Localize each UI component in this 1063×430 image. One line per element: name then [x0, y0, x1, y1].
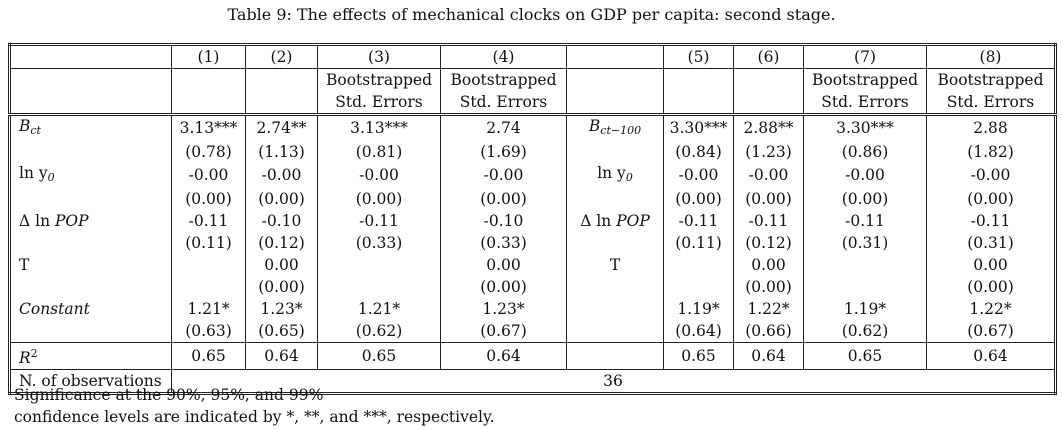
cell: (0.00): [246, 188, 318, 210]
label-r2: $R^2$: [10, 343, 172, 370]
cell: (0.33): [318, 232, 441, 254]
col4-stderr-label: Std. Errors: [441, 91, 567, 115]
row-t-se: [10, 276, 1056, 298]
cell: 1.19*: [804, 298, 927, 320]
row-r2: [10, 343, 1056, 370]
cell: 0.64: [246, 343, 318, 370]
col3-bootstrap-label: Bootstrapped: [318, 69, 441, 92]
cell: (0.81): [318, 141, 441, 163]
header-empty-mid: [567, 45, 664, 69]
cell: 2.74: [441, 115, 567, 142]
label-lny-mid: $\ln y_0$: [567, 163, 664, 188]
cell: (1.23): [734, 141, 804, 163]
cell: 1.22*: [734, 298, 804, 320]
label-constant: Constant: [10, 298, 172, 320]
label-dlnpop: Δ ln POP: [10, 210, 172, 232]
cell: -0.10: [246, 210, 318, 232]
cell: (0.00): [246, 276, 318, 298]
cell: 0.64: [734, 343, 804, 370]
col-header-2: (2): [246, 45, 318, 69]
row-b-se: [10, 141, 1056, 163]
cell: -0.11: [927, 210, 1056, 232]
cell: 1.22*: [927, 298, 1056, 320]
cell: (0.00): [318, 188, 441, 210]
cell: (0.65): [246, 320, 318, 343]
cell: (0.00): [927, 276, 1056, 298]
cell: (0.67): [927, 320, 1056, 343]
row-const-se: [10, 320, 1056, 343]
cell: (0.00): [172, 188, 246, 210]
col4-bootstrap-label: Bootstrapped: [441, 69, 567, 92]
cell: (0.33): [441, 232, 567, 254]
cell: (0.12): [246, 232, 318, 254]
col3-stderr-label: Std. Errors: [318, 91, 441, 115]
cell: -0.11: [318, 210, 441, 232]
cell: (0.00): [664, 188, 734, 210]
cell: [664, 276, 734, 298]
cell: 0.65: [804, 343, 927, 370]
col-header-3: (3): [318, 45, 441, 69]
cell: -0.11: [734, 210, 804, 232]
cell: (1.69): [441, 141, 567, 163]
cell: -0.00: [318, 163, 441, 188]
cell: [318, 276, 441, 298]
cell: 1.23*: [246, 298, 318, 320]
row-lny-coef: [10, 163, 1056, 188]
cell: (0.00): [441, 188, 567, 210]
header-row-stderr: [10, 91, 1056, 115]
cell: (0.00): [804, 188, 927, 210]
cell: (0.00): [441, 276, 567, 298]
col8-bootstrap-label: Bootstrapped: [927, 69, 1056, 92]
cell: -0.00: [664, 163, 734, 188]
col7-bootstrap-label: Bootstrapped: [804, 69, 927, 92]
header-empty: [10, 45, 172, 69]
cell: (1.13): [246, 141, 318, 163]
cell: 0.64: [441, 343, 567, 370]
cell: (0.12): [734, 232, 804, 254]
cell: 0.64: [927, 343, 1056, 370]
cell: (0.00): [927, 188, 1056, 210]
cell: [172, 254, 246, 276]
cell: 0.00: [734, 254, 804, 276]
row-lny-se: [10, 188, 1056, 210]
cell: 3.30***: [664, 115, 734, 142]
table-caption: Table 9: The effects of mechanical clocks on GDP per capita: second stage.: [227, 5, 836, 24]
label-b-lag: $B_{ct-100}$: [567, 115, 664, 142]
label-t: T: [10, 254, 172, 276]
note-line-1: Significance at the 90%, 95%, and 99%: [14, 386, 324, 404]
cell: -0.00: [804, 163, 927, 188]
col-header-5: (5): [664, 45, 734, 69]
row-pop-coef: [10, 210, 1056, 232]
regression-table: [8, 43, 1057, 395]
cell: (0.11): [664, 232, 734, 254]
cell: -0.00: [734, 163, 804, 188]
cell: (0.84): [664, 141, 734, 163]
cell: [804, 276, 927, 298]
label-nobs: N. of observations: [10, 370, 172, 394]
cell: (0.66): [734, 320, 804, 343]
col8-stderr-label: Std. Errors: [927, 91, 1056, 115]
label-b: $B_{ct}$: [10, 115, 172, 142]
cell: [804, 254, 927, 276]
cell: 1.19*: [664, 298, 734, 320]
cell: (1.82): [927, 141, 1056, 163]
row-const-coef: [10, 298, 1056, 320]
cell: -0.10: [441, 210, 567, 232]
row-pop-se: [10, 232, 1056, 254]
cell: 3.13***: [318, 115, 441, 142]
cell: [172, 276, 246, 298]
cell: -0.11: [804, 210, 927, 232]
col-header-8: (8): [927, 45, 1056, 69]
cell: 2.88: [927, 115, 1056, 142]
cell: 1.23*: [441, 298, 567, 320]
cell: (0.78): [172, 141, 246, 163]
cell: (0.00): [734, 188, 804, 210]
label-lny: $\ln y_0$: [10, 163, 172, 188]
cell: (0.86): [804, 141, 927, 163]
cell: -0.00: [927, 163, 1056, 188]
cell: 2.74**: [246, 115, 318, 142]
cell: 0.00: [246, 254, 318, 276]
cell: 0.65: [318, 343, 441, 370]
cell: -0.00: [246, 163, 318, 188]
cell: 0.65: [664, 343, 734, 370]
row-t-coef: [10, 254, 1056, 276]
header-row-bootstrap: [10, 69, 1056, 92]
cell: 3.30***: [804, 115, 927, 142]
cell: (0.64): [664, 320, 734, 343]
cell: (0.62): [804, 320, 927, 343]
cell: (0.31): [804, 232, 927, 254]
cell: (0.00): [734, 276, 804, 298]
col-header-1: (1): [172, 45, 246, 69]
cell: (0.31): [927, 232, 1056, 254]
label-t-mid: T: [567, 254, 664, 276]
cell: -0.11: [664, 210, 734, 232]
cell: (0.11): [172, 232, 246, 254]
cell: 2.88**: [734, 115, 804, 142]
cell: 3.13***: [172, 115, 246, 142]
cell: (0.67): [441, 320, 567, 343]
row-b-coef: [10, 115, 1056, 142]
cell: (0.62): [318, 320, 441, 343]
cell: 0.65: [172, 343, 246, 370]
cell: 1.21*: [318, 298, 441, 320]
cell: (0.63): [172, 320, 246, 343]
header-row-numbers: [10, 45, 1056, 69]
cell: -0.11: [172, 210, 246, 232]
col-header-7: (7): [804, 45, 927, 69]
significance-note: [14, 384, 495, 428]
cell: -0.00: [172, 163, 246, 188]
cell: 0.00: [441, 254, 567, 276]
note-line-2: confidence levels are indicated by *, **, and ***, respectively.: [14, 408, 495, 426]
col-header-4: (4): [441, 45, 567, 69]
col7-stderr-label: Std. Errors: [804, 91, 927, 115]
cell: [664, 254, 734, 276]
cell: 0.00: [927, 254, 1056, 276]
label-dlnpop-mid: Δ ln POP: [567, 210, 664, 232]
cell: -0.00: [441, 163, 567, 188]
nobs-value: 36: [172, 370, 1056, 394]
cell: [318, 254, 441, 276]
cell: 1.21*: [172, 298, 246, 320]
col-header-6: (6): [734, 45, 804, 69]
